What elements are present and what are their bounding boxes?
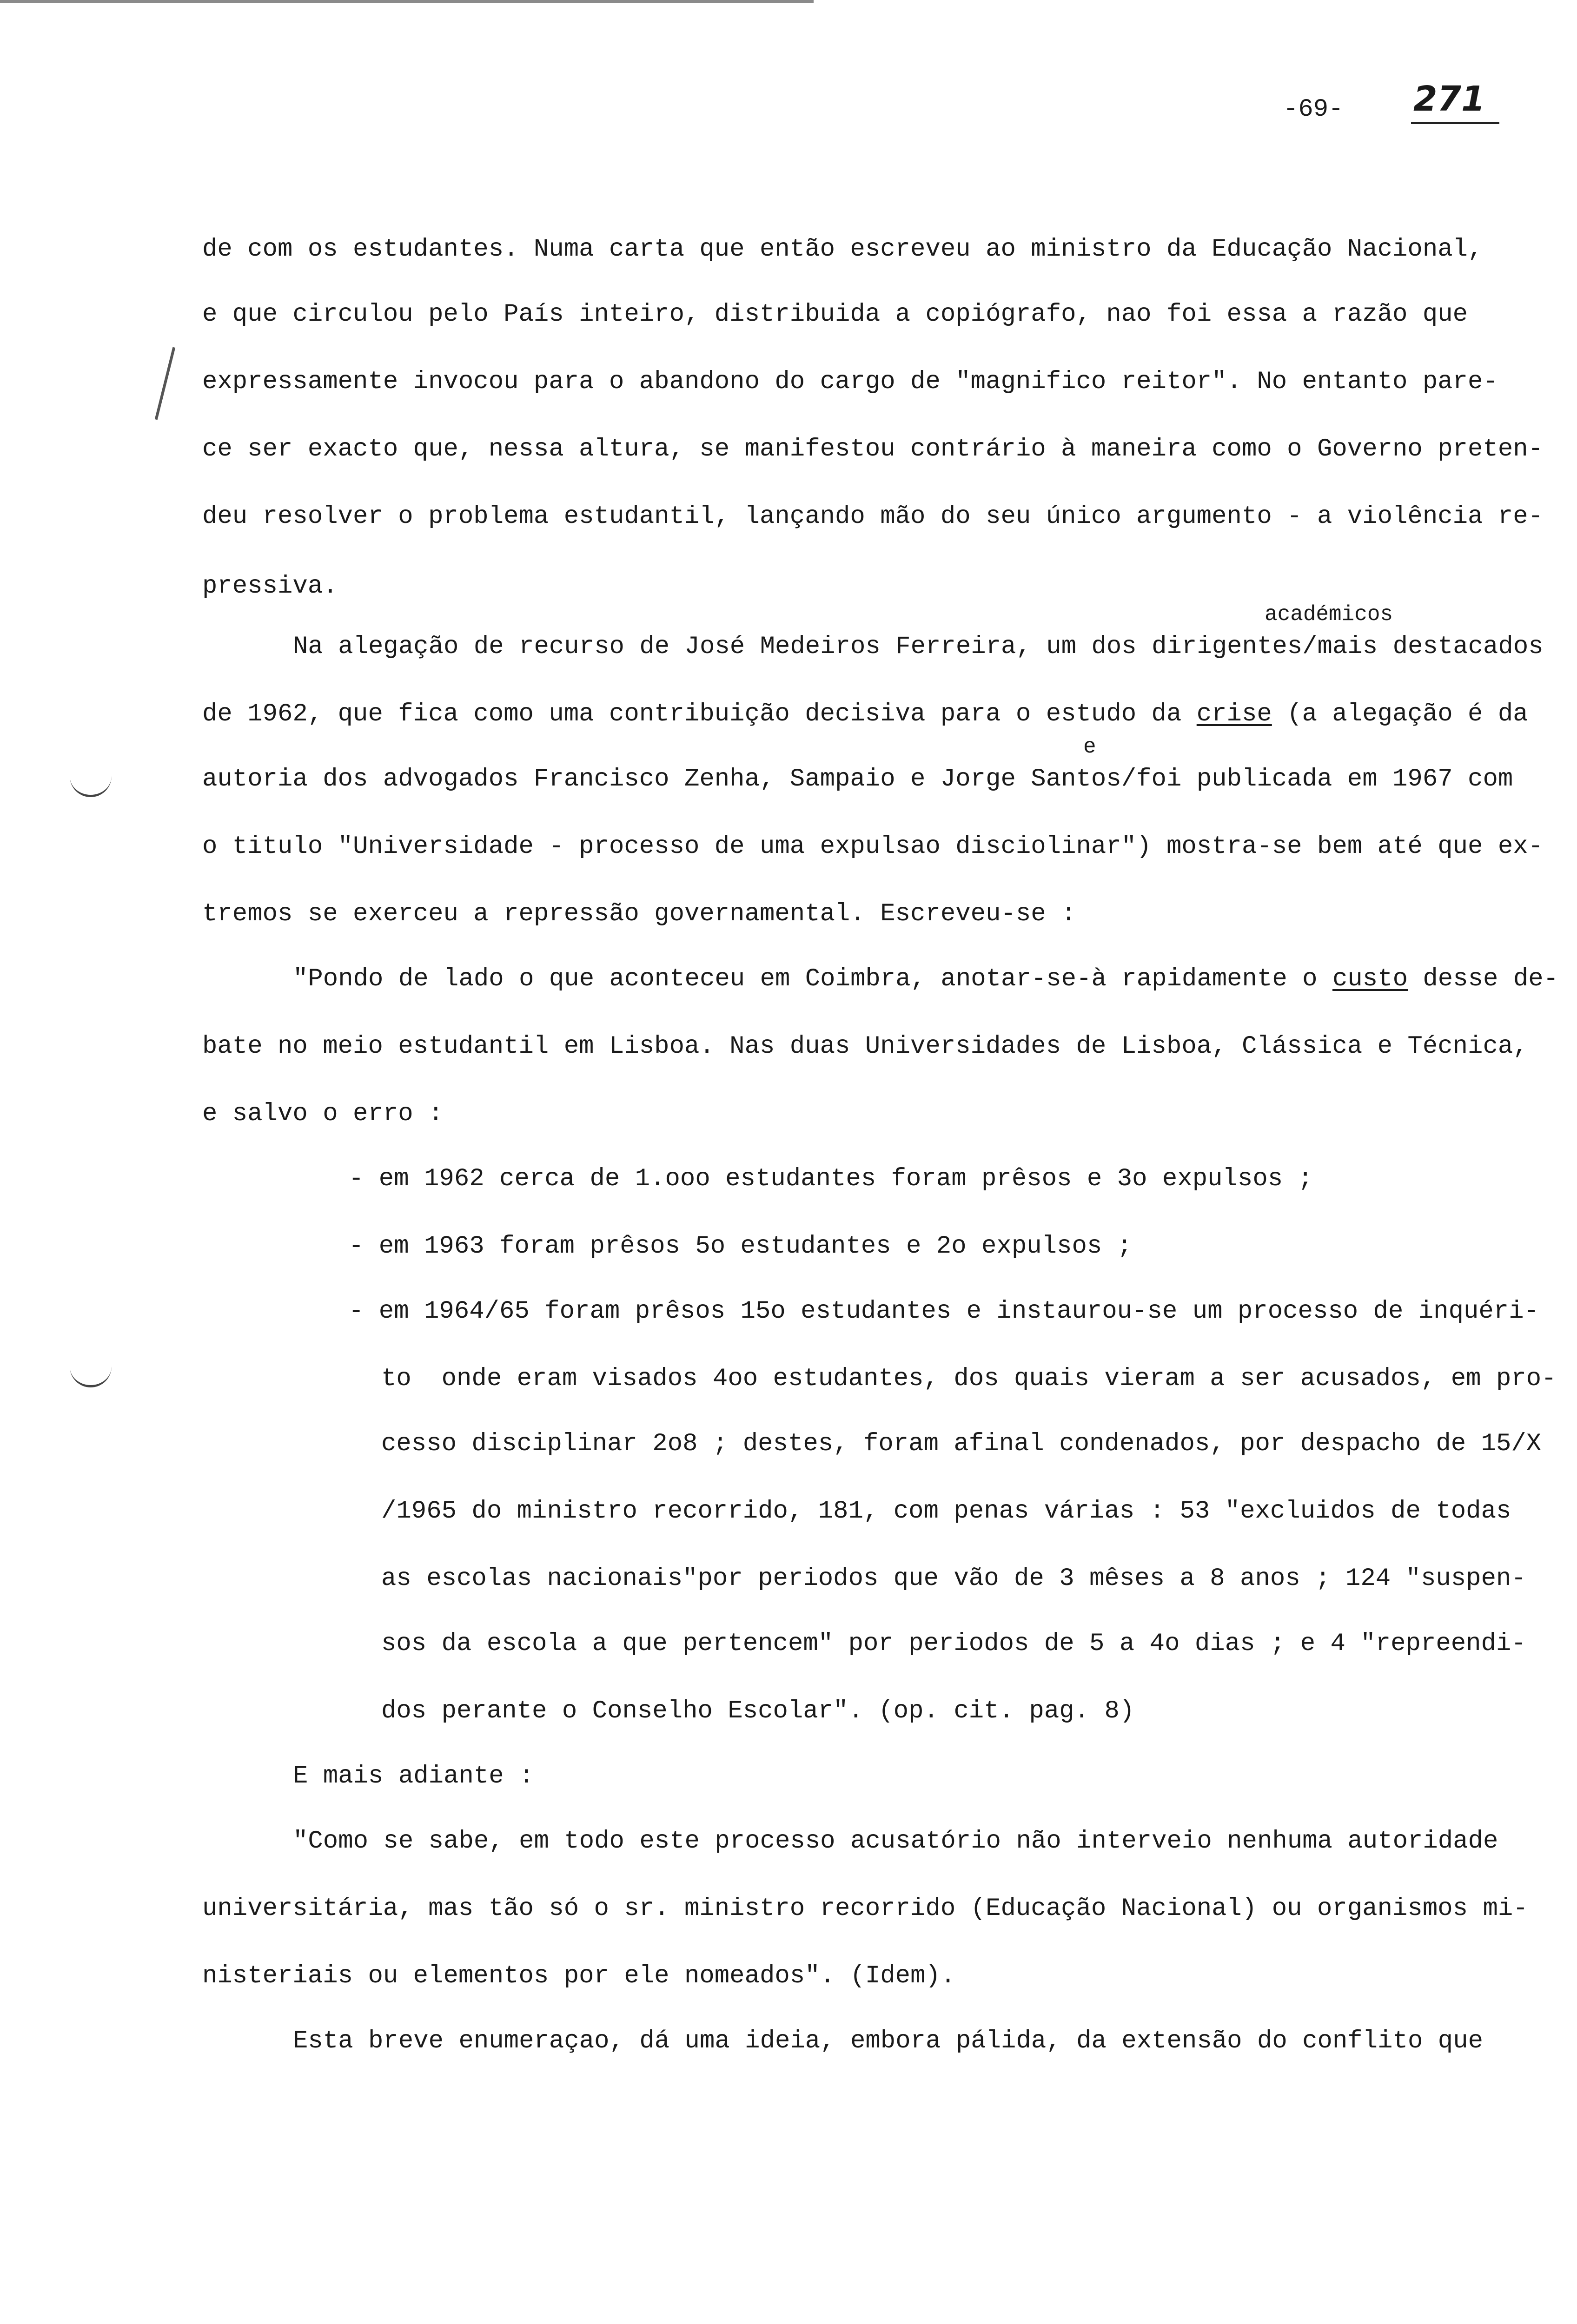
list-item: - em 1964/65 foram prêsos 15o estudantes e instaurou-se um processo de inquéri- [349, 1297, 1539, 1326]
folio-number: 271 [1413, 79, 1485, 119]
text-line: nisteriais ou elementos por ele nomeados". (Idem). [202, 1962, 956, 1990]
margin-mark-curve-2 [70, 1362, 112, 1387]
list-item: - em 1963 foram prêsos 5o estudantes e 2o expulsos ; [349, 1232, 1133, 1261]
interlinear-insertion: académicos [1265, 602, 1393, 627]
text-line: de com os estudantes. Numa carta que então escreveu ao ministro da Educação Nacional, [202, 235, 1483, 264]
list-item: - em 1962 cerca de 1.ooo estudantes foram prêsos e 3o expulsos ; [349, 1165, 1313, 1193]
list-item-continuation: cesso disciplinar 2o8 ; destes, foram afinal condenados, por despacho de 15/X [381, 1430, 1542, 1458]
text-line: o titulo "Universidade - processo de uma expulsao disciolinar") mostra-se bem até que ex- [202, 832, 1544, 861]
text-line: tremos se exerceu a repressão governamental. Escreveu-se : [202, 900, 1076, 928]
text-line: autoria dos advogados Francisco Zenha, Sampaio e Jorge Santos/foi publicada em 1967 com [202, 765, 1513, 793]
text-line: deu resolver o problema estudantil, lançando mão do seu único argumento - a violência re- [202, 502, 1544, 531]
text-line: bate no meio estudantil em Lisboa. Nas duas Universidades de Lisboa, Clássica e Técnica, [202, 1032, 1528, 1061]
text-line: "Pondo de lado o que aconteceu em Coimbra, anotar-se-à rapidamente o custo desse de- [293, 965, 1559, 993]
list-item-continuation: /1965 do ministro recorrido, 181, com penas várias : 53 "excluidos de todas [381, 1497, 1511, 1525]
text-line: pressiva. [202, 572, 338, 601]
margin-mark-curve-1 [70, 767, 112, 797]
list-item-continuation: as escolas nacionais"por periodos que vão de 3 mêses a 8 anos ; 124 "suspen- [381, 1565, 1526, 1593]
interlinear-insertion: e [1083, 735, 1096, 759]
text-line: de 1962, que fica como uma contribuição decisiva para o estudo da crise (a alegação é da [202, 700, 1528, 728]
text-line: expressamente invocou para o abandono do cargo de "magnifico reitor". No entanto pare- [202, 368, 1498, 396]
list-item-continuation: to onde eram visados 4oo estudantes, dos quais vieram a ser acusados, em pro- [381, 1365, 1557, 1393]
text-line: e que circulou pelo País inteiro, distribuida a copiógrafo, nao foi essa a razão que [202, 300, 1468, 329]
page-number: -69- [1283, 95, 1344, 124]
text-line: Na alegação de recurso de José Medeiros Ferreira, um dos dirigentes/mais destacados [293, 633, 1544, 661]
underlined-word: custo [1332, 965, 1408, 993]
text-line: ce ser exacto que, nessa altura, se manifestou contrário à maneira como o Governo preten- [202, 435, 1544, 463]
text-line: Esta breve enumeraçao, dá uma ideia, embora pálida, da extensão do conflito que [293, 2027, 1484, 2055]
list-item-continuation: sos da escola a que pertencem" por periodos de 5 a 4o dias ; e 4 "repreendi- [381, 1630, 1526, 1658]
text-line: e salvo o erro : [202, 1100, 444, 1128]
text-line: "Como se sabe, em todo este processo acusatório não interveio nenhuma autoridade [293, 1827, 1498, 1855]
text-line: E mais adiante : [293, 1762, 534, 1790]
text-line: universitária, mas tão só o sr. ministro recorrido (Educação Nacional) ou organismos mi- [202, 1895, 1528, 1923]
page-top-edge-line [0, 0, 814, 3]
folio-underline [1411, 122, 1499, 124]
underlined-word: crise [1196, 700, 1272, 728]
list-item-continuation: dos perante o Conselho Escolar". (op. cit. pag. 8) [381, 1697, 1135, 1725]
margin-mark-line [155, 347, 176, 420]
